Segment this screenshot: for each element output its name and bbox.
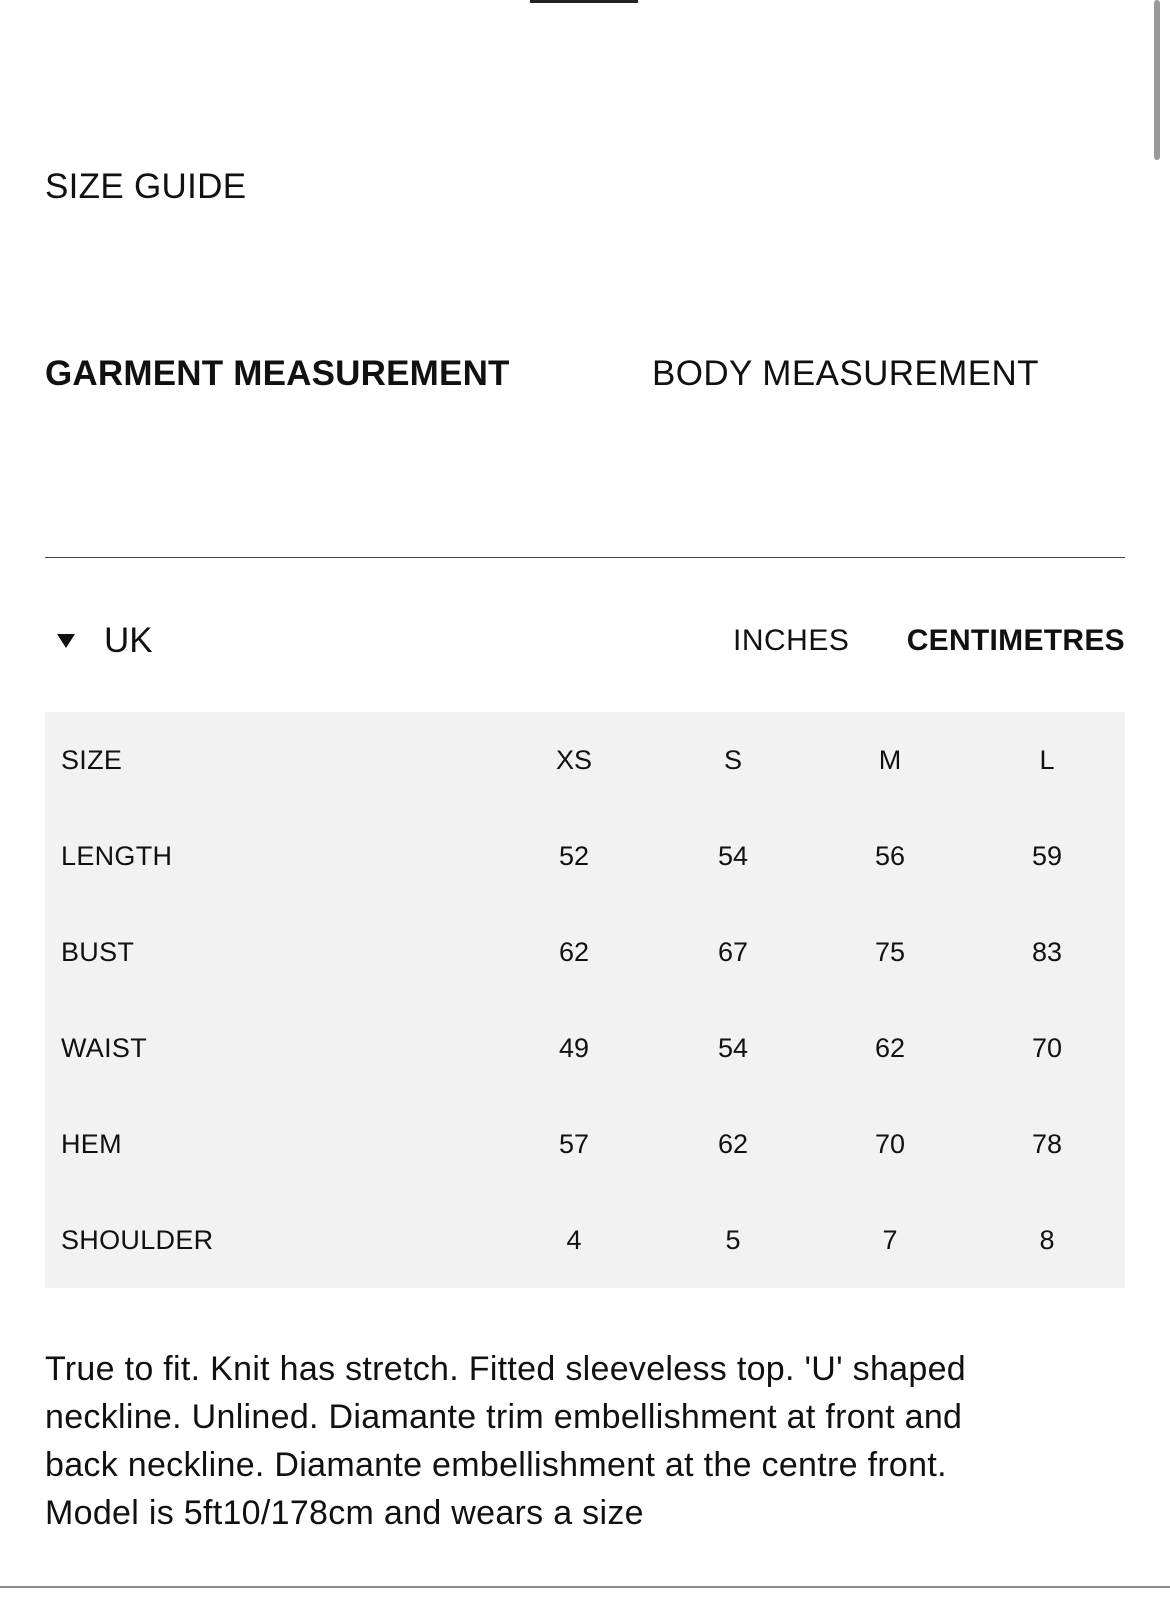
table-cell: 67 [717, 937, 749, 967]
table-cell: 5 [725, 1225, 741, 1255]
size-table [45, 712, 1125, 1288]
row-label: BUST [61, 937, 135, 967]
scrollbar-thumb[interactable] [1154, 0, 1160, 160]
row-label: LENGTH [61, 841, 173, 871]
tab-garment-measurement[interactable]: GARMENT MEASUREMENT [45, 354, 510, 393]
size-controls [45, 614, 1125, 668]
table-cell: 62 [558, 937, 590, 967]
page-title: SIZE GUIDE [45, 167, 247, 206]
drag-handle[interactable] [530, 0, 638, 3]
table-cell: 62 [874, 1033, 906, 1063]
bottom-divider [0, 1586, 1170, 1588]
table-row-bust [45, 904, 1125, 1000]
header-l: L [1039, 745, 1055, 775]
row-label: WAIST [61, 1033, 147, 1063]
row-label: HEM [61, 1129, 122, 1159]
header-m: M [878, 745, 902, 775]
unit-inches-toggle[interactable]: INCHES [733, 624, 850, 657]
row-label: SHOULDER [61, 1225, 214, 1255]
table-cell: 52 [558, 841, 590, 871]
table-cell: 54 [717, 1033, 749, 1063]
tab-body-measurement[interactable]: BODY MEASUREMENT [652, 354, 1039, 393]
table-row-shoulder [45, 1192, 1125, 1288]
header-s: S [723, 745, 742, 775]
table-row-hem [45, 1096, 1125, 1192]
divider [45, 557, 1125, 558]
table-cell: 49 [558, 1033, 590, 1063]
table-cell: 83 [1031, 937, 1063, 967]
table-header-row [45, 712, 1125, 808]
table-cell: 4 [566, 1225, 582, 1255]
region-selected-label: UK [104, 621, 153, 660]
table-cell: 56 [874, 841, 906, 871]
table-row-length [45, 808, 1125, 904]
table-cell: 7 [882, 1225, 898, 1255]
table-cell: 8 [1039, 1225, 1055, 1255]
table-cell: 75 [874, 937, 906, 967]
header-xs: XS [555, 745, 593, 775]
caret-down-icon [57, 634, 75, 648]
table-cell: 54 [717, 841, 749, 871]
table-cell: 59 [1031, 841, 1063, 871]
header-size: SIZE [61, 745, 123, 775]
table-row-waist [45, 1000, 1125, 1096]
region-dropdown[interactable] [57, 614, 153, 668]
table-cell: 57 [558, 1129, 590, 1159]
unit-centimetres-toggle[interactable]: CENTIMETRES [906, 624, 1125, 657]
table-cell: 62 [717, 1129, 749, 1159]
table-cell: 78 [1031, 1129, 1063, 1159]
table-cell: 70 [874, 1129, 906, 1159]
table-cell: 70 [1031, 1033, 1063, 1063]
measurement-tabs [45, 350, 1125, 398]
product-fit-description: True to fit. Knit has stretch. Fitted sleeveless top. 'U' shaped neckline. Unlined. Diamante trim embellishment at front and back neckline. Diamante embellishment at the centre front. Model is 5ft10/178cm and wears a size [45, 1350, 967, 1532]
